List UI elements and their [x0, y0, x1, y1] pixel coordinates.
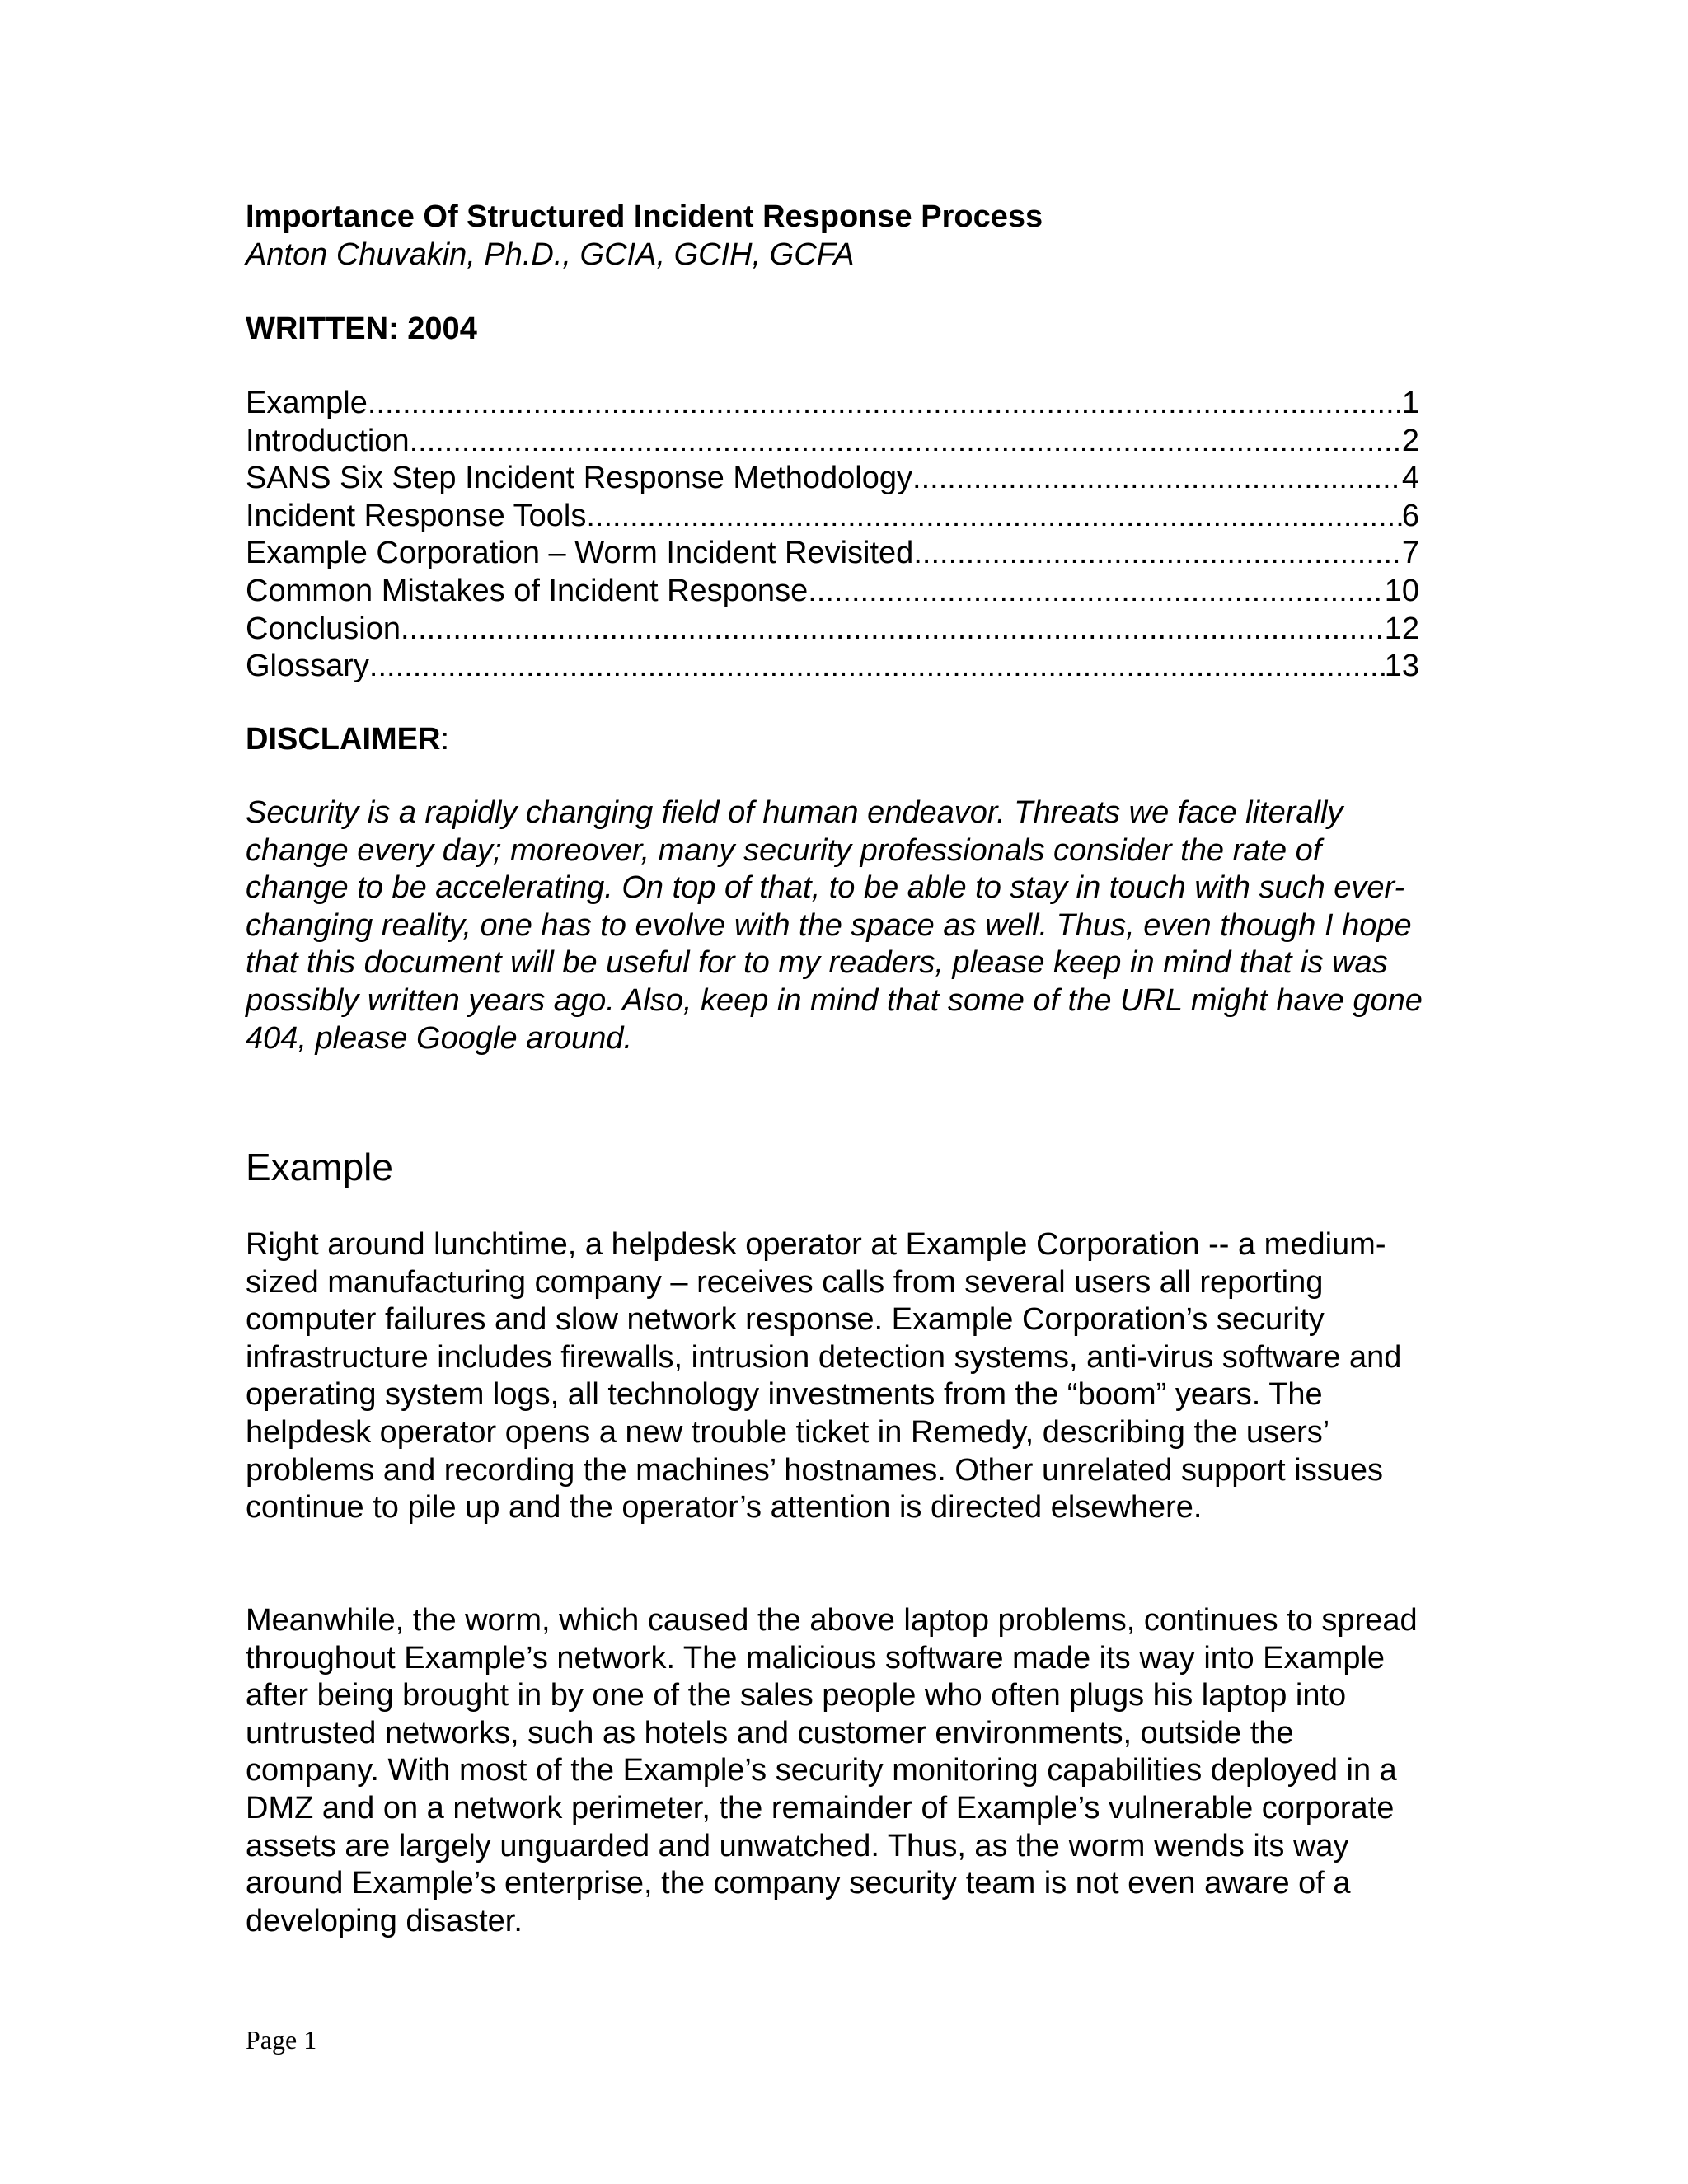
toc-entry-page: 12	[1384, 611, 1419, 646]
toc-dot-leader	[912, 460, 1402, 498]
toc-entry-page: 7	[1401, 536, 1419, 571]
toc-dot-leader	[368, 385, 1402, 423]
toc-entry[interactable]	[246, 535, 1419, 573]
toc-entry[interactable]	[246, 498, 1419, 536]
section-heading: Example	[246, 1146, 393, 1188]
disclaimer-label: DISCLAIMER	[246, 722, 441, 757]
toc-dot-leader	[586, 498, 1402, 536]
document-author: Anton Chuvakin, Ph.D., GCIA, GCIH, GCFA	[246, 237, 855, 272]
document-title: Importance Of Structured Incident Response Process	[246, 199, 1043, 234]
page-number: Page 1	[246, 2025, 317, 2055]
toc-entry-label: Example Corporation – Worm Incident Revisited	[246, 536, 914, 571]
body-paragraph: Right around lunchtime, a helpdesk operator at Example Corporation -- a medium-sized manufacturing company – receives calls from several users all reporting computer failures and slow network response. Example Corporation’s security infrastructure includes firewalls, intrusion detection systems, anti-virus software and operating system logs, all technology investments from the “boom” years. The helpdesk operator opens a new trouble ticket in Remedy, describing the users’ problems and recording the machines’ hostnames. Other unrelated support issues continue to pile up and the operator’s attention is directed elsewhere.	[246, 1227, 1402, 1526]
toc-entry[interactable]	[246, 423, 1419, 461]
disclaimer-colon: :	[440, 722, 450, 757]
written-date: WRITTEN: 2004	[246, 312, 477, 346]
toc-entry-page: 4	[1401, 461, 1419, 496]
toc-dot-leader	[808, 573, 1385, 611]
toc-entry-label: Example	[246, 386, 368, 420]
toc-entry-page: 1	[1401, 386, 1419, 420]
toc-dot-leader	[410, 423, 1402, 461]
toc-entry[interactable]	[246, 611, 1419, 649]
toc-entry[interactable]	[246, 460, 1419, 498]
toc-entry-page: 10	[1384, 573, 1419, 608]
body-paragraph: Meanwhile, the worm, which caused the above laptop problems, continues to spread throughout Example’s network. The malicious software made its way into Example after being brought in by one of the sales people who often plugs his laptop into untrusted networks, such as hotels and customer environments, outside the company. With most of the Example’s security monitoring capabilities deployed in a DMZ and on a network perimeter, the remainder of Example’s vulnerable corporate assets are largely unguarded and unwatched. Thus, as the worm wends its way around Example’s enterprise, the company security team is not even aware of a developing disaster.	[246, 1603, 1418, 1938]
table-of-contents	[246, 385, 1419, 686]
toc-entry[interactable]	[246, 648, 1419, 686]
toc-entry-page: 6	[1401, 498, 1419, 533]
toc-dot-leader	[369, 648, 1385, 686]
toc-entry-page: 13	[1384, 649, 1419, 684]
toc-dot-leader	[913, 535, 1402, 573]
disclaimer-heading	[246, 720, 449, 758]
toc-entry-label: Introduction	[246, 423, 410, 458]
toc-entry[interactable]	[246, 573, 1419, 611]
toc-entry-label: Glossary	[246, 649, 369, 684]
disclaimer-text: Security is a rapidly changing field of human endeavor. Threats we face literally change every day; moreover, many security professionals consider the rate of change to be accelerating. On top of that, to be able to stay in touch with such ever-changing reality, one has to evolve with the space as well. Thus, even though I hope that this document will be useful for to my readers, please keep in mind that is was possibly written years ago. Also, keep in mind that some of the URL might have gone 404, please Google around.	[246, 795, 1423, 1056]
toc-entry-label: Incident Response Tools	[246, 498, 587, 533]
toc-entry-page: 2	[1401, 423, 1419, 458]
toc-entry-label: SANS Six Step Incident Response Methodology	[246, 461, 913, 496]
toc-entry-label: Common Mistakes of Incident Response	[246, 573, 809, 608]
toc-dot-leader	[401, 611, 1385, 649]
toc-entry-label: Conclusion	[246, 611, 401, 646]
toc-entry[interactable]	[246, 385, 1419, 423]
